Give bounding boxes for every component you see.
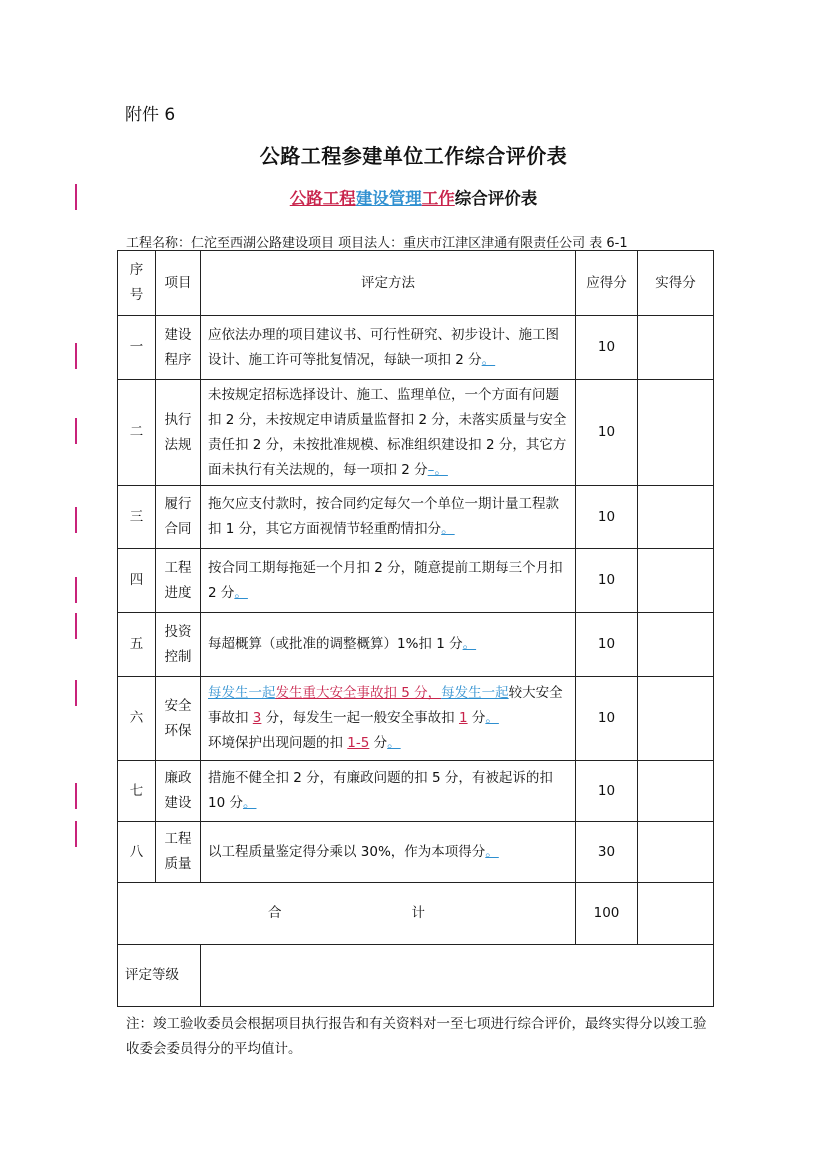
row-method: 措施不健全扣 2 分，有廉政问题的扣 5 分，有被起诉的扣 10 分。 [201,761,576,822]
row-actual-score[interactable] [638,822,714,883]
row-max-score: 10 [576,613,638,677]
table-header-row [118,251,714,316]
row-item: 安全环保 [156,677,201,761]
project-info-line: 工程名称：仁沱至西湖公路建设项目 项目法人：重庆市江津区津通有限责任公司 表 6-1 [126,236,628,251]
row-seq: 四 [118,549,156,613]
change-bar [75,343,77,369]
grade-label: 评定等级 [118,945,201,1007]
change-bar [75,821,77,847]
row-seq: 二 [118,380,156,486]
row-item: 投资控制 [156,613,201,677]
row-item: 执行法规 [156,380,201,486]
row-actual-score[interactable] [638,316,714,380]
row-max-score: 10 [576,316,638,380]
header-method: 评定方法 [201,251,576,316]
total-max-score: 100 [576,883,638,945]
row-method: 拖欠应支付款时，按合同约定每欠一个单位一期计量工程款扣 1 分，其它方面视情节轻重酌情扣分。 [201,486,576,549]
change-bar [75,680,77,706]
footnote: 注：竣工验收委员会根据项目执行报告和有关资料对一至七项进行综合评价，最终实得分以竣工验收委会委员得分的平均值计。 [126,1016,707,1057]
change-bar [75,418,77,444]
row-seq: 三 [118,486,156,549]
row-item: 建设程序 [156,316,201,380]
row-seq: 六 [118,677,156,761]
subtitle-part2: 建设管理 [355,189,422,208]
row-actual-score[interactable] [638,380,714,486]
table-row [118,549,714,613]
row-method: 每发生一起发生重大安全事故扣 5 分，每发生一起较大安全事故扣 3 分，每发生一起一般安全事故扣 1 分。 环境保护出现问题的扣 1-5 分。 [201,677,576,761]
row-method: 以工程质量鉴定得分乘以 30%，作为本项得分。 [201,822,576,883]
row-seq: 一 [118,316,156,380]
row-method: 按合同工期每拖延一个月扣 2 分，随意提前工期每三个月扣 2 分。 [201,549,576,613]
row-method: 应依法办理的项目建议书、可行性研究、初步设计、施工图设计、施工许可等批复情况，每缺一项扣 2 分。 [201,316,576,380]
header-seq: 序号 [118,251,156,316]
header-max-score: 应得分 [576,251,638,316]
row-method: 未按规定招标选择设计、施工、监理单位，一个方面有问题扣 2 分，未按规定申请质量监督扣 2 分，未落实质量与安全责任扣 2 分，未按批准规模、标准组织建设扣 2 分，其它方面未执行有关法规的，每一项扣 2 分–。 [201,380,576,486]
header-item: 项目 [156,251,201,316]
row-item: 工程质量 [156,822,201,883]
row-seq: 八 [118,822,156,883]
change-bar [75,783,77,809]
row-actual-score[interactable] [638,677,714,761]
evaluation-table [117,250,714,1007]
row-max-score: 10 [576,380,638,486]
attachment-label: 附件 6 [125,105,176,125]
total-actual-score[interactable] [638,883,714,945]
subtitle-part1: 公路工程 [289,189,356,208]
row-max-score: 30 [576,822,638,883]
total-row [118,883,714,945]
row-item: 履行合同 [156,486,201,549]
grade-row [118,945,714,1007]
row-actual-score[interactable] [638,549,714,613]
change-bar [75,613,77,639]
row-actual-score[interactable] [638,761,714,822]
row-max-score: 10 [576,761,638,822]
subtitle [0,185,827,209]
row-actual-score[interactable] [638,613,714,677]
table-row [118,677,714,761]
row-item: 工程进度 [156,549,201,613]
total-label: 合 计 [118,883,576,945]
row-seq: 七 [118,761,156,822]
table-row [118,822,714,883]
row-item: 廉政建设 [156,761,201,822]
row-seq: 五 [118,613,156,677]
subtitle-part3: 工作 [421,189,455,208]
table-row [118,316,714,380]
row-max-score: 10 [576,549,638,613]
main-title: 公路工程参建单位工作综合评价表 [259,144,568,168]
change-bar [75,577,77,603]
grade-value[interactable] [201,945,714,1007]
table-row [118,761,714,822]
row-max-score: 10 [576,677,638,761]
table-row [118,486,714,549]
header-actual-score: 实得分 [638,251,714,316]
change-bar [75,507,77,533]
change-bar [75,184,77,210]
row-method: 每超概算（或批准的调整概算）1%扣 1 分。 [201,613,576,677]
subtitle-part4: 综合评价表 [454,189,538,208]
row-actual-score[interactable] [638,486,714,549]
row-max-score: 10 [576,486,638,549]
table-row [118,380,714,486]
table-row [118,613,714,677]
